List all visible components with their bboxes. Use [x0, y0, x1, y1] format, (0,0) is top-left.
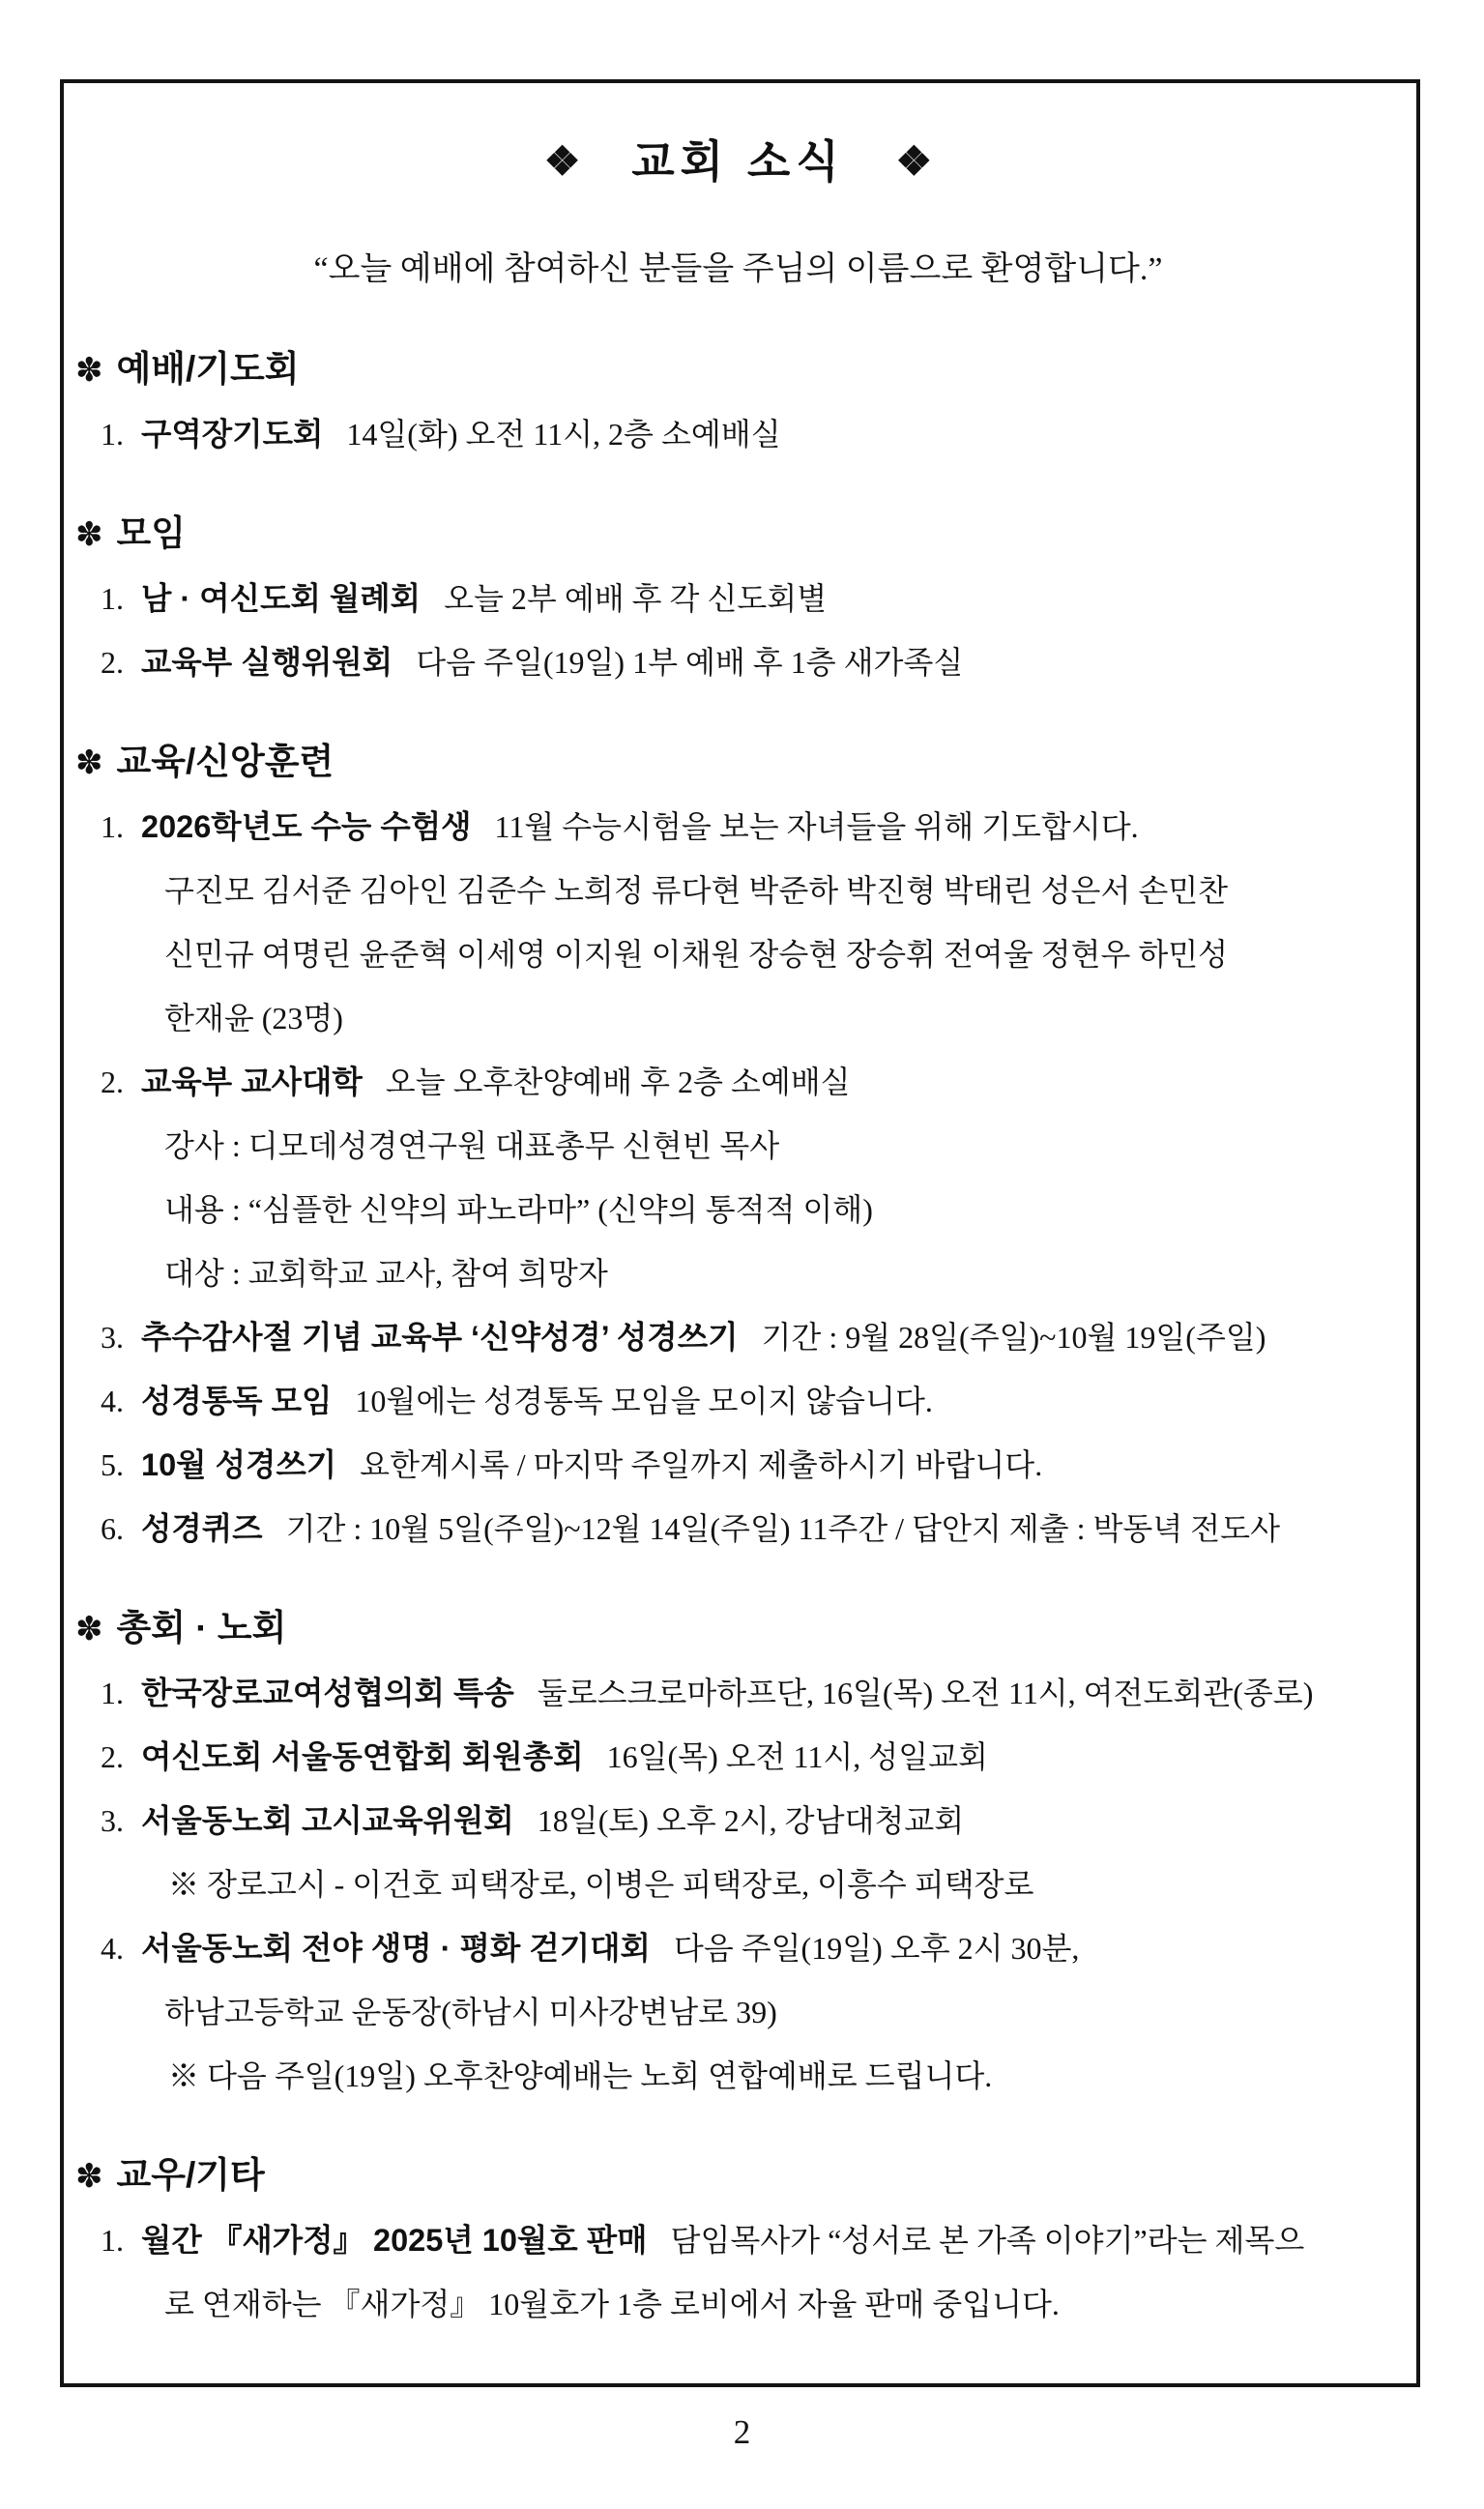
- list-item: [72, 1369, 1405, 1433]
- list-item: [72, 795, 1405, 859]
- section-heading: [72, 729, 1405, 795]
- section-heading-label: 교우/기타: [116, 2155, 265, 2195]
- section-heading-label: 모임: [116, 513, 186, 553]
- item-detail: 16일(목) 오전 11시, 성일교회: [606, 1739, 988, 1774]
- section-heading: [72, 501, 1405, 567]
- section-marker-icon: ✽: [75, 744, 103, 781]
- item-title: 한국장로교여성협의회 특송: [141, 1676, 514, 1710]
- item-number: 4.: [101, 1384, 124, 1418]
- item-detail: 다음 주일(19일) 오후 2시 30분,: [673, 1931, 1080, 1966]
- item-detail: 11월 수능시험을 보는 자녀들을 위해 기도합시다.: [494, 809, 1139, 844]
- section-marker-icon: ✽: [75, 352, 103, 389]
- list-item: [72, 1497, 1405, 1561]
- item-number: 3.: [101, 1803, 124, 1838]
- welcome-message: “오늘 예배에 참여하신 분들을 주님의 이름으로 환영합니다.”: [313, 251, 1163, 287]
- item-continuation-line: 신민규 여명린 윤준혁 이세영 이지원 이채원 장승현 장승휘 전여울 정현우 하민성: [164, 937, 1229, 972]
- item-number: 3.: [101, 1320, 124, 1355]
- item-title: 2026학년도 수능 수험생: [141, 809, 472, 844]
- section-예배/기도회: [72, 336, 1405, 466]
- item-detail: 기간 : 10월 5일(주일)~12월 14일(주일) 11주간 / 답안지 제출 : 박동녁 전도사: [285, 1511, 1280, 1546]
- list-item: [72, 1725, 1405, 1789]
- item-number: 1.: [101, 581, 124, 616]
- item-title: 추수감사절 기념 교육부 ‘신약성경’ 성경쓰기: [141, 1320, 739, 1355]
- item-number: 2.: [101, 1739, 124, 1774]
- item-title: 월간 『새가정』 2025년 10월호 판매: [141, 2223, 648, 2258]
- item-number: 4.: [101, 1931, 124, 1966]
- sections-container: [72, 336, 1405, 2336]
- item-note-line: ※ 장로고시 - 이건호 피택장로, 이병은 피택장로, 이흥수 피택장로: [168, 1867, 1034, 1902]
- item-title: 10월 성경쓰기: [141, 1447, 337, 1482]
- list-item: [72, 402, 1405, 466]
- item-title: 교육부 교사대학: [141, 1065, 363, 1099]
- item-continuation-line: 한재윤 (23명): [164, 1001, 343, 1036]
- item-note-line: ※ 다음 주일(19일) 오후찬양예배는 노회 연합예배로 드립니다.: [168, 2058, 993, 2093]
- item-detail: 오늘 오후찬양예배 후 2층 소예배실: [385, 1065, 851, 1099]
- item-title: 서울동노회 전야 생명 · 평화 걷기대회: [141, 1931, 651, 1966]
- section-교우/기타: [72, 2143, 1405, 2336]
- section-marker-icon: ✽: [75, 2158, 103, 2195]
- list-item: [72, 1433, 1405, 1497]
- item-continuation-line: 내용 : “심플한 신약의 파노라마” (신약의 통적적 이해): [164, 1192, 873, 1227]
- list-item: [72, 2208, 1405, 2272]
- item-number: 2.: [101, 1065, 124, 1099]
- section-총회 · 노회: [72, 1595, 1405, 2108]
- page-title: [72, 120, 1405, 203]
- section-marker-icon: ✽: [75, 1611, 103, 1648]
- section-heading-label: 총회 · 노회: [116, 1608, 287, 1648]
- section-교육/신앙훈련: [72, 729, 1405, 1561]
- item-number: 2.: [101, 645, 124, 680]
- item-detail: 다음 주일(19일) 1부 예배 후 1층 새가족실: [416, 645, 964, 680]
- item-detail: 오늘 2부 예배 후 각 신도회별: [444, 581, 828, 616]
- item-detail: 담임목사가 “성서로 본 가족 이야기”라는 제목으: [670, 2223, 1305, 2258]
- section-heading: [72, 1595, 1405, 1661]
- diamond-decoration-icon: ❖: [543, 138, 581, 184]
- list-item: [72, 630, 1405, 694]
- item-number: 1.: [101, 809, 124, 844]
- item-number: 1.: [101, 417, 124, 452]
- page-border-frame: [60, 79, 1420, 2387]
- item-number: 6.: [101, 1511, 124, 1546]
- item-title: 여신도회 서울동연합회 회원총회: [141, 1739, 584, 1774]
- section-heading-label: 예배/기도회: [116, 349, 300, 389]
- section-heading: [72, 336, 1405, 402]
- item-title: 구역장기도회: [141, 417, 324, 452]
- page-number: 2: [733, 2413, 751, 2451]
- page-content: [64, 83, 1416, 2336]
- item-title: 남 · 여신도회 월례회: [141, 581, 422, 616]
- item-detail: 18일(토) 오후 2시, 강남대청교회: [537, 1803, 965, 1838]
- page-title-text: 교회 소식: [631, 136, 845, 187]
- item-continuation-line: 구진모 김서준 김아인 김준수 노희정 류다현 박준하 박진형 박태린 성은서 손민찬: [164, 873, 1229, 908]
- item-continuation-line: 대상 : 교회학교 교사, 참여 희망자: [164, 1256, 608, 1291]
- section-heading: [72, 2143, 1405, 2208]
- item-continuation-line: 하남고등학교 운동장(하남시 미사강변남로 39): [164, 1995, 777, 2029]
- item-title: 교육부 실행위원회: [141, 645, 393, 680]
- list-item: [72, 567, 1405, 630]
- section-heading-label: 교육/신앙훈련: [116, 742, 335, 781]
- item-detail: 둘로스크로마하프단, 16일(목) 오전 11시, 여전도회관(종로): [537, 1676, 1314, 1710]
- item-detail: 요한계시록 / 마지막 주일까지 제출하시기 바랍니다.: [360, 1447, 1043, 1482]
- item-title: 서울동노회 고시교육위원회: [141, 1803, 514, 1838]
- list-item: [72, 1305, 1405, 1369]
- section-모임: [72, 501, 1405, 694]
- diamond-decoration-icon: ❖: [895, 138, 933, 184]
- item-detail: 10월에는 성경통독 모임을 모이지 않습니다.: [355, 1384, 933, 1418]
- item-detail: 기간 : 9월 28일(주일)~10월 19일(주일): [761, 1320, 1266, 1355]
- item-continuation-line: 로 연재하는 『새가정』 10월호가 1층 로비에서 자율 판매 중입니다.: [164, 2287, 1060, 2321]
- list-item: [72, 1050, 1405, 1114]
- list-item: [72, 1789, 1405, 1853]
- item-title: 성경퀴즈: [141, 1511, 263, 1546]
- item-detail: 14일(화) 오전 11시, 2층 소예배실: [346, 417, 781, 452]
- list-item: [72, 1916, 1405, 1980]
- list-item: [72, 1661, 1405, 1725]
- section-marker-icon: ✽: [75, 516, 103, 553]
- item-number: 1.: [101, 1676, 124, 1710]
- item-continuation-line: 강사 : 디모데성경연구원 대표총무 신현빈 목사: [164, 1128, 780, 1163]
- item-number: 1.: [101, 2223, 124, 2258]
- item-number: 5.: [101, 1447, 124, 1482]
- item-title: 성경통독 모임: [141, 1384, 333, 1418]
